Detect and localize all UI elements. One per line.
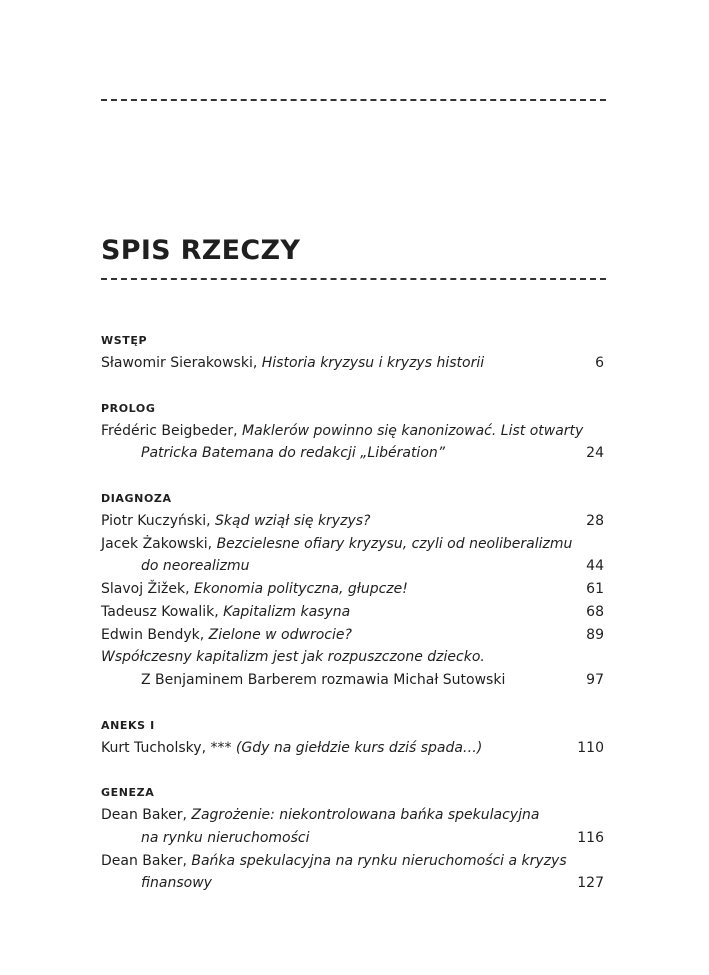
toc-entry[interactable]	[101, 533, 606, 556]
entry-author: Frédéric Beigbeder,	[101, 422, 238, 439]
entry-title: Zagrożenie: niekontrolowana bańka spekulacyjna	[191, 807, 540, 824]
entry-title: Współczesny kapitalizm jest jak rozpuszczone dziecko.	[101, 649, 485, 666]
toc-page	[101, 0, 606, 975]
entry-author: Piotr Kuczyński,	[101, 513, 211, 530]
entry-title: Historia kryzysu i kryzys historii	[261, 355, 485, 371]
toc-entry-continuation[interactable]	[101, 827, 606, 850]
entry-author: Slavoj Žižek,	[101, 581, 190, 598]
toc-entry[interactable]	[101, 624, 606, 647]
entry-title: Skąd wziął się kryzys?	[215, 513, 371, 530]
entry-page-number: 61	[586, 581, 604, 598]
section-heading-geneza: GENEZA	[101, 786, 155, 800]
toc-entry[interactable]	[101, 804, 606, 827]
toc-entry[interactable]	[101, 737, 606, 760]
entry-page-number: 44	[586, 558, 604, 575]
toc-entry-continuation[interactable]	[101, 872, 606, 895]
toc-entry[interactable]	[101, 352, 606, 375]
entry-title-continuation: na rynku nieruchomości	[141, 829, 310, 846]
toc-entry-continuation[interactable]	[101, 442, 606, 465]
section-heading-prolog: PROLOG	[101, 401, 156, 415]
toc-entry-continuation[interactable]	[101, 669, 606, 692]
toc-entry[interactable]	[101, 578, 606, 601]
top-dashed-rule	[101, 99, 606, 101]
entry-title-continuation: do neorealizmu	[141, 558, 250, 575]
entry-title: Bańka spekulacyjna na rynku nieruchomości a kryzys	[191, 852, 567, 869]
entry-title: Kapitalizm kasyna	[223, 603, 351, 620]
entry-author: Dean Baker,	[101, 852, 187, 869]
entry-title: (Gdy na giełdzie kurs dziś spada…)	[235, 739, 483, 756]
entry-author: Edwin Bendyk,	[101, 626, 205, 643]
entry-page-number: 24	[586, 445, 604, 462]
entry-title: Bezcielesne ofiary kryzysu, czyli od neoliberalizmu	[216, 535, 573, 552]
entry-title: Maklerów powinno się kanonizować. List otwarty	[242, 422, 584, 439]
entry-page-number: 6	[595, 355, 604, 371]
toc-entry[interactable]	[101, 420, 606, 443]
entry-author: Dean Baker,	[101, 807, 187, 824]
toc-entry[interactable]	[101, 601, 606, 624]
table-of-contents	[101, 330, 606, 895]
entry-page-number: 68	[586, 603, 604, 620]
entry-page-number: 116	[577, 829, 604, 846]
section-heading-diagnoza: DIAGNOZA	[101, 492, 172, 506]
entry-author: Sławomir Sierakowski,	[101, 355, 258, 371]
title-dashed-rule	[101, 278, 606, 280]
entry-title: Zielone w odwrocie?	[208, 626, 352, 643]
toc-entry-continuation[interactable]	[101, 555, 606, 578]
toc-entry[interactable]	[101, 510, 606, 533]
entry-title-continuation: finansowy	[141, 875, 212, 892]
entry-page-number: 97	[586, 671, 604, 688]
entry-page-number: 28	[586, 513, 604, 530]
entry-page-number: 89	[586, 626, 604, 643]
page-title: SPIS RZECZY	[101, 235, 301, 266]
toc-entry[interactable]	[101, 850, 606, 873]
entry-author: Jacek Żakowski,	[101, 535, 213, 552]
toc-entry[interactable]	[101, 646, 606, 669]
entry-title-continuation: Patricka Batemana do redakcji „Libération”	[141, 445, 446, 462]
entry-author: Kurt Tucholsky, ***	[101, 739, 232, 756]
entry-author: Tadeusz Kowalik,	[101, 603, 219, 620]
entry-page-number: 127	[577, 875, 604, 892]
entry-page-number: 110	[577, 739, 604, 756]
section-heading-aneks: ANEKS I	[101, 718, 155, 732]
entry-title: Ekonomia polityczna, głupcze!	[194, 581, 408, 598]
entry-title-continuation: Z Benjaminem Barberem rozmawia Michał Sutowski	[141, 671, 506, 688]
section-heading-wstep: WSTĘP	[101, 334, 148, 347]
